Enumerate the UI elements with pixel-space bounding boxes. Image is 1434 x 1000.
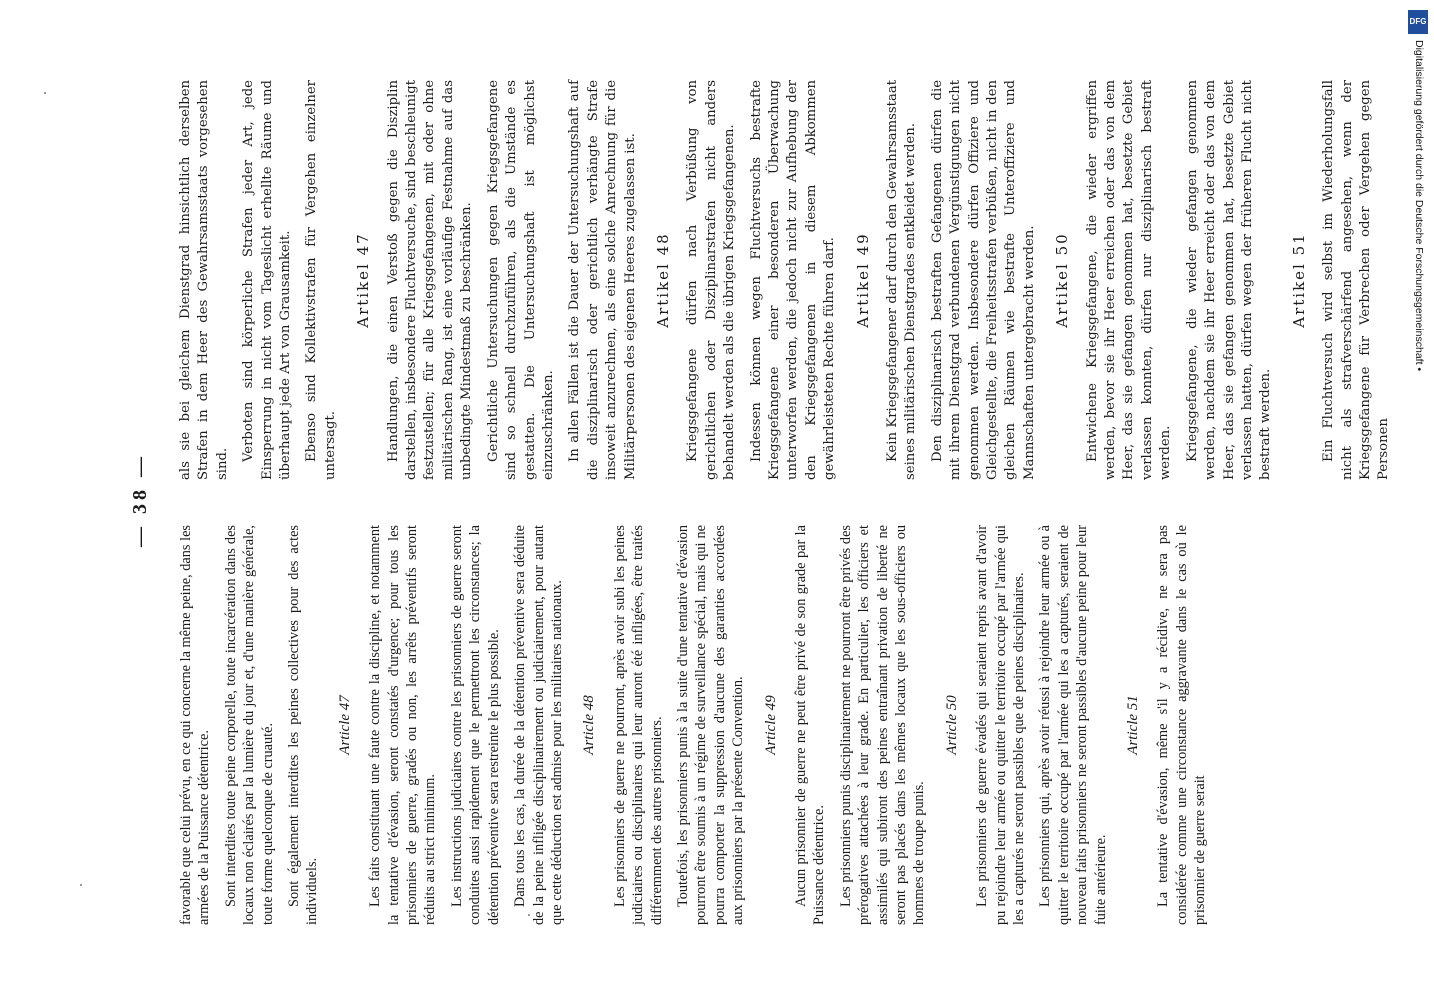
fr-paragraph: Les prisonniers de guerre évadés qui seraient repris avant d'avoir pu rejoindre leur armée ou quitter le territoire occupé par l'armée qui les a capturés ne seront passibles que de peines disciplinaires. xyxy=(974,525,1028,925)
fr-article-49-heading: Article 49 xyxy=(762,695,779,755)
de-paragraph: Kein Kriegsgefangener darf durch den Gewahrsamsstaat seines militärischen Dienstgrades entkleidet werden. xyxy=(885,80,919,480)
fr-paragraph: favorable que celui prévu, en ce qui concerne la même peine, dans les armées de la Puissance détentrice. xyxy=(178,525,213,925)
de-article-50-heading: Artikel 50 xyxy=(1053,232,1072,328)
fr-paragraph: Les prisonniers punis disciplinairement ne pourront être privés des prérogatives attachées à leur grade. En particulier, les officiers et assimilés qui subiront des peines entraînant privation de liberté ne seront pas placés dans les mêmes locaux que les sous-officiers ou hommes de troupe punis. xyxy=(837,525,928,925)
page-number: — 38 — xyxy=(129,453,151,547)
de-paragraph: Kriegsgefangene, die wieder gefangen genommen werden, nachdem sie ihr Heer erreicht oder das von dem Heer, das sie gefangen genommen hat, besetzte Gebiet verlassen hatten, dürfen wegen der früheren Flucht nicht bestraft werden. xyxy=(1184,80,1274,480)
scan-speck xyxy=(44,92,46,94)
fr-paragraph: Sont interdites toute peine corporelle, toute incarcération dans des locaux non éclairés par la lumière du jour et, d'une manière générale, toute forme quelconque de cruauté. xyxy=(222,525,276,925)
german-column xyxy=(177,80,1402,480)
fr-paragraph: Aucun prisonnier de guerre ne peut être privé de son grade par la Puissance détentrice. xyxy=(792,525,828,925)
fr-paragraph: Dans tous les cas, la durée de la détention préventive sera déduite de la peine infligée disciplinairement ou judiciairement, pour autant que cette déduction est admise pour les militaires nationaux. xyxy=(512,525,565,925)
de-paragraph: Den disziplinarisch bestraften Gefangenen dürfen die mit ihrem Dienstgrad verbundenen Vergünstigungen nicht genommen werden. Insbesondere dürfen Offiziere und Gleichgestellte, die Freiheitsstrafen verbüßen, nicht in den gleichen Räumen wie bestrafte Unteroffiziere und Mannschaften untergebracht werden. xyxy=(929,80,1037,480)
fr-article-47-heading: Article 47 xyxy=(336,695,353,755)
de-paragraph: Ein Fluchtversuch wird selbst im Wiederholungsfall nicht als strafverschärfend angesehen, wenn der Kriegsgefangene für Verbrechen oder Vergehen gegen Personen xyxy=(1321,80,1392,480)
de-article-47-heading: Artikel 47 xyxy=(354,232,373,328)
fr-paragraph: Les faits constituant une faute contre la discipline, et notamment la tentative d'évasion, seront constatés d'urgence; pour tous les prisonniers de guerre, gradés ou non, les arrêts préventifs seront réduits au strict minimum. xyxy=(367,525,439,925)
de-paragraph: Verboten sind körperliche Strafen jeder Art, jede Einsperrung in nicht vom Tageslicht erhellte Räume und überhaupt jede Art von Grausamkeit. xyxy=(241,80,294,480)
de-paragraph: Ebenso sind Kollektivstrafen für Vergehen einzelner untersagt. xyxy=(304,80,338,480)
de-article-49-heading: Artikel 49 xyxy=(853,232,872,328)
fr-article-50-heading: Article 50 xyxy=(943,695,960,755)
de-paragraph: In allen Fällen ist die Dauer der Untersuchungshaft auf die disziplinarisch oder gerichtlich verhängte Strafe insoweit anzurechnen, als eine solche Anrechnung für die Militärpersonen des eigenen Heeres zugelassen ist. xyxy=(567,80,638,480)
fr-paragraph: Les prisonniers qui, après avoir réussi à rejoindre leur armée ou à quitter le territoire occupé par l'armée qui les a capturés, seraient de nouveau faits prisonniers ne seront passibles d'aucune peine pour leur fuite antérieure. xyxy=(1037,525,1109,925)
fr-paragraph: Toutefois, les prisonniers punis à la suite d'une tentative d'évasion pourront être soumis à un régime de surveillance spécial, mais qui ne pourra comporter la suppression d'aucune des garanties accordées aux prisonniers par la présente Convention. xyxy=(674,525,747,925)
dfg-stamp-text: Digitalisierung gefördert durch die Deutsche Forschungsgemeinschaft • xyxy=(1413,40,1425,372)
dfg-stamp xyxy=(1404,0,1434,1000)
de-paragraph: Gerichtliche Untersuchungen gegen Kriegsgefangene sind so schnell durchzuführen, als die Umstände es gestatten. Die Untersuchungshaft ist möglichst einzuschränken. xyxy=(485,80,556,480)
de-article-48-heading: Artikel 48 xyxy=(653,232,672,328)
de-paragraph: Entwichene Kriegsgefangene, die wieder ergriffen werden, bevor sie ihr Heer erreichen oder das von dem Heer, das sie gefangen genommen hat, besetzte Gebiet verlassen konnten, dürfen nur disziplinarisch bestraft werden. xyxy=(1084,80,1174,480)
scan-speck xyxy=(80,884,82,886)
scan-speck xyxy=(528,914,530,916)
rotated-document xyxy=(107,65,1392,935)
dfg-logo-icon: DFG xyxy=(1408,10,1428,34)
de-paragraph: Kriegsgefangene dürfen nach Verbüßung von gerichtlichen oder Disziplinarstrafen nicht anders behandelt werden als die übrigen Kriegsgefangenen. xyxy=(685,80,738,480)
fr-paragraph: Les instructions judiciaires contre les prisonniers de guerre seront conduites aussi rapidement que le permettront les circonstances; la détention préventive sera restreinte le plus possible. xyxy=(448,525,502,925)
fr-paragraph: La tentative d'évasion, même s'il y a récidive, ne sera pas considérée comme une circonstance aggravante dans le cas où le prisonnier de guerre serait xyxy=(1155,525,1209,925)
fr-article-48-heading: Article 48 xyxy=(581,695,598,755)
fr-article-51-heading: Article 51 xyxy=(1125,695,1142,755)
de-paragraph: Indessen können wegen Fluchtversuchs bestrafte Kriegsgefangene einer besonderen Überwachung unterworfen werden, die jedoch nicht zur Aufhebung der den Kriegsgefangenen in diesem Abkommen gewährleisteten Rechte führen darf. xyxy=(748,80,838,480)
de-article-51-heading: Artikel 51 xyxy=(1289,232,1308,328)
de-paragraph: Handlungen, die einen Verstoß gegen die Disziplin darstellen, insbesondere Fluchtversuche, sind beschleunigt festzustellen; für alle Kriegsgefangenen, mit oder ohne militärischen Rang, ist eine vorläufige Festnahme auf das unbedingte Mindestmaß zu beschränken. xyxy=(385,80,475,480)
fr-paragraph: Les prisonniers de guerre ne pourront, après avoir subi les peines judiciaires ou disciplinaires qui leur auront été infligées, être traités différemment des autres prisonniers. xyxy=(611,525,665,925)
de-paragraph: als sie bei gleichem Dienstgrad hinsichtlich derselben Strafen in dem Heer des Gewahrsamsstaats vorgesehen sind. xyxy=(178,80,230,480)
fr-paragraph: Sont également interdites les peines collectives pour des actes individuels. xyxy=(286,525,321,925)
french-column xyxy=(177,525,1218,925)
